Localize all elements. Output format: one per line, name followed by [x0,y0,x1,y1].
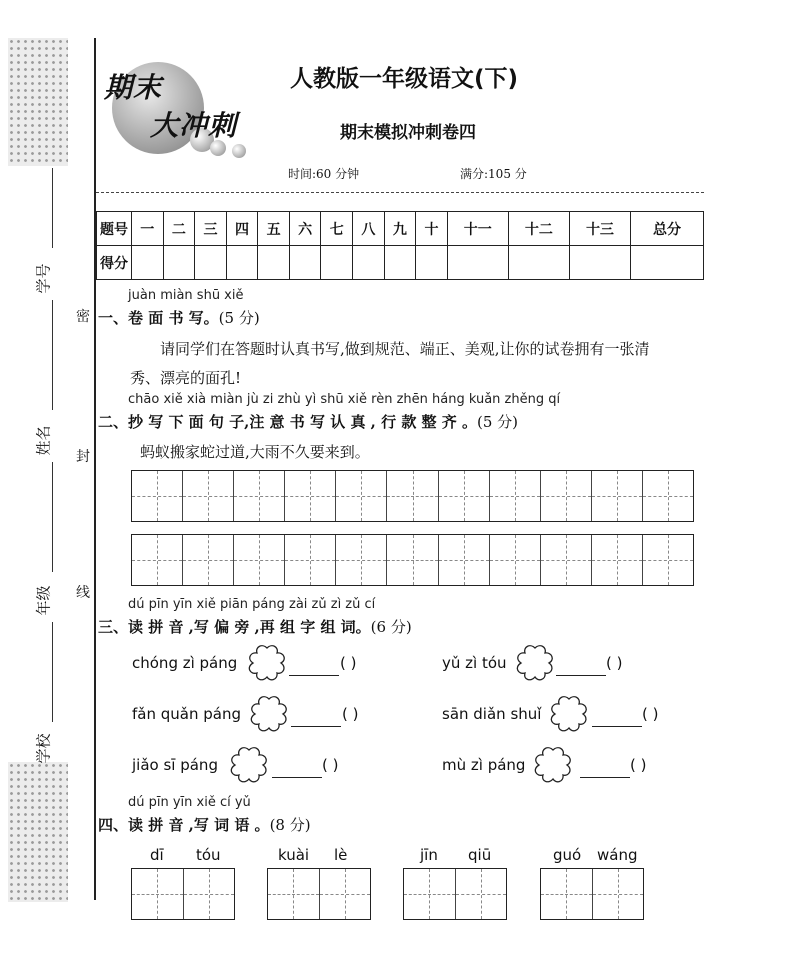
word-pinyin: lè [334,846,348,864]
seal-xian: 线 [76,585,90,601]
answer-blank[interactable] [580,776,630,778]
word-pinyin: tóu [196,846,221,864]
section3-points: (6 分) [370,618,412,636]
word-paren[interactable]: ( ) [342,705,359,723]
flower-answer-box[interactable] [228,746,270,784]
answer-blank[interactable] [291,725,341,727]
name-line [52,300,53,410]
writing-cell[interactable] [643,535,693,585]
word-pinyin: wáng [597,846,638,864]
margin-pattern-bottom [8,762,68,902]
score-header-cell: 十二 [508,212,569,246]
score-header-cell: 七 [321,212,353,246]
writing-cell[interactable] [184,869,235,919]
writing-cell[interactable] [285,535,336,585]
score-cell[interactable] [195,246,227,280]
writing-cell[interactable] [439,535,490,585]
writing-cell[interactable] [541,535,592,585]
score-header-cell: 总分 [631,212,704,246]
word-pinyin: kuài [278,846,310,864]
score-cell[interactable] [289,246,321,280]
score-cell[interactable] [163,246,195,280]
header-divider [96,192,704,193]
score-cell[interactable] [631,246,704,280]
writing-grid-row[interactable] [131,534,694,586]
section4-pinyin: dú pīn yīn xiě cí yǔ [128,795,251,810]
writing-cell[interactable] [592,471,643,521]
radical-pinyin: mù zì páng [442,756,526,774]
writing-cell[interactable] [490,535,541,585]
word-paren[interactable]: ( ) [322,756,339,774]
radical-pinyin: yǔ zì tóu [442,654,507,672]
word-paren[interactable]: ( ) [630,756,647,774]
section1-title-text: 一、卷 面 书 写。 [98,309,219,327]
section4-title-text: 四、读 拼 音 ,写 词 语 。 [98,816,270,834]
score-header-cell: 九 [384,212,416,246]
word-writing-box[interactable] [267,868,371,920]
section1-points: (5 分) [218,309,260,327]
section2-sentence: 蚂蚁搬家蛇过道,大雨不久要来到。 [140,443,370,461]
word-paren[interactable]: ( ) [606,654,623,672]
flower-answer-box[interactable] [246,644,288,682]
writing-cell[interactable] [593,869,644,919]
writing-cell[interactable] [336,535,387,585]
writing-cell[interactable] [320,869,371,919]
score-header-cell: 题号 [97,212,132,246]
score-cell[interactable] [447,246,508,280]
seal-feng: 封 [76,449,90,465]
score-table-header-row [97,212,704,246]
answer-blank[interactable] [592,725,642,727]
score-header-cell: 四 [226,212,258,246]
writing-cell[interactable] [183,535,234,585]
writing-cell[interactable] [285,471,336,521]
section2-title-text: 二、抄 写 下 面 句 子,注 意 书 写 认 真 , 行 款 整 齐 。 [98,413,478,431]
score-cell[interactable] [258,246,290,280]
section3-pinyin: dú pīn yīn xiě piān páng zài zǔ zì zǔ cí [128,597,376,612]
writing-cell[interactable] [456,869,507,919]
writing-grid-row[interactable] [131,470,694,522]
grade-line [52,462,53,572]
score-cell[interactable] [384,246,416,280]
writing-cell[interactable] [387,471,438,521]
word-writing-box[interactable] [131,868,235,920]
writing-cell[interactable] [643,471,693,521]
writing-cell[interactable] [404,869,456,919]
section2-title [98,411,518,432]
exam-time: 时间:60 分钟 [288,167,360,181]
exam-full-score: 满分:105 分 [460,167,527,181]
score-cell[interactable] [132,246,164,280]
score-cell[interactable] [226,246,258,280]
flower-answer-box[interactable] [248,695,290,733]
word-paren[interactable]: ( ) [340,654,357,672]
word-writing-box[interactable] [403,868,507,920]
margin-pattern-top [8,38,68,166]
section1-pinyin: juàn miàn shū xiě [128,288,244,303]
section3-title [98,616,412,637]
word-writing-box[interactable] [540,868,644,920]
writing-cell[interactable] [387,535,438,585]
writing-cell[interactable] [490,471,541,521]
section1-line1: 请同学们在答题时认真书写,做到规范、端正、美观,让你的试卷拥有一张清 [160,340,650,358]
binding-line [94,38,96,900]
word-pinyin: guó [553,846,582,864]
writing-cell[interactable] [336,471,387,521]
writing-cell[interactable] [439,471,490,521]
section1-title [98,307,260,328]
grade-label: 年级 [34,585,53,616]
score-table-score-row [97,246,704,280]
section2-pinyin: chāo xiě xià miàn jù zi zhù yì shū xiě rèn zhēn háng kuǎn zhěng qí [128,392,561,407]
flower-answer-box[interactable] [548,695,590,733]
word-paren[interactable]: ( ) [642,705,659,723]
writing-cell[interactable] [132,535,183,585]
section3-title-text: 三、读 拼 音 ,写 偏 旁 ,再 组 字 组 词。 [98,618,371,636]
section4-points: (8 分) [269,816,311,834]
writing-cell[interactable] [132,869,184,919]
score-header-cell: 八 [353,212,385,246]
word-pinyin: jīn [420,846,438,864]
answer-blank[interactable] [556,674,606,676]
score-header-cell: 十 [416,212,448,246]
logo-text-line2: 大冲刺 [150,109,238,142]
score-header-cell: 三 [195,212,227,246]
score-header-cell: 一 [132,212,164,246]
writing-cell[interactable] [541,869,593,919]
school-line [52,622,53,722]
radical-pinyin: fǎn quǎn páng [132,705,241,723]
score-cell[interactable] [508,246,569,280]
answer-blank[interactable] [272,776,322,778]
seal-mi: 密 [76,309,90,325]
word-pinyin: dī [150,846,164,864]
score-cell[interactable] [569,246,630,280]
writing-cell[interactable] [234,535,285,585]
writing-cell[interactable] [183,471,234,521]
section4-title [98,814,311,835]
writing-cell[interactable] [234,471,285,521]
flower-answer-box[interactable] [514,644,556,682]
name-label: 姓名 [34,425,53,456]
flower-answer-box[interactable] [532,746,574,784]
score-header-cell: 十一 [447,212,508,246]
radical-pinyin: jiǎo sī páng [132,756,218,774]
writing-cell[interactable] [132,471,183,521]
score-table [96,211,704,280]
score-header-cell: 二 [163,212,195,246]
radical-pinyin: sān diǎn shuǐ [442,705,542,723]
student-no-line [52,168,53,248]
student-no-label: 学号 [34,263,53,294]
section1-line2: 秀、漂亮的面孔! [130,369,242,387]
radical-pinyin: chóng zì páng [132,654,238,672]
score-row-label: 得分 [97,246,132,280]
page-title: 人教版一年级语文(下) [290,66,519,92]
score-cell[interactable] [353,246,385,280]
writing-cell[interactable] [592,535,643,585]
score-header-cell: 十三 [569,212,630,246]
logo-dot [232,144,246,158]
logo-text-line1: 期末 [104,71,163,104]
writing-cell[interactable] [268,869,320,919]
score-header-cell: 六 [289,212,321,246]
answer-blank[interactable] [289,674,339,676]
score-header-cell: 五 [258,212,290,246]
section2-points: (5 分) [477,413,519,431]
score-cell[interactable] [416,246,448,280]
writing-cell[interactable] [541,471,592,521]
word-pinyin: qiū [468,846,492,864]
page-subtitle: 期末模拟冲刺卷四 [340,123,476,143]
school-label: 学校 [34,733,53,764]
score-cell[interactable] [321,246,353,280]
